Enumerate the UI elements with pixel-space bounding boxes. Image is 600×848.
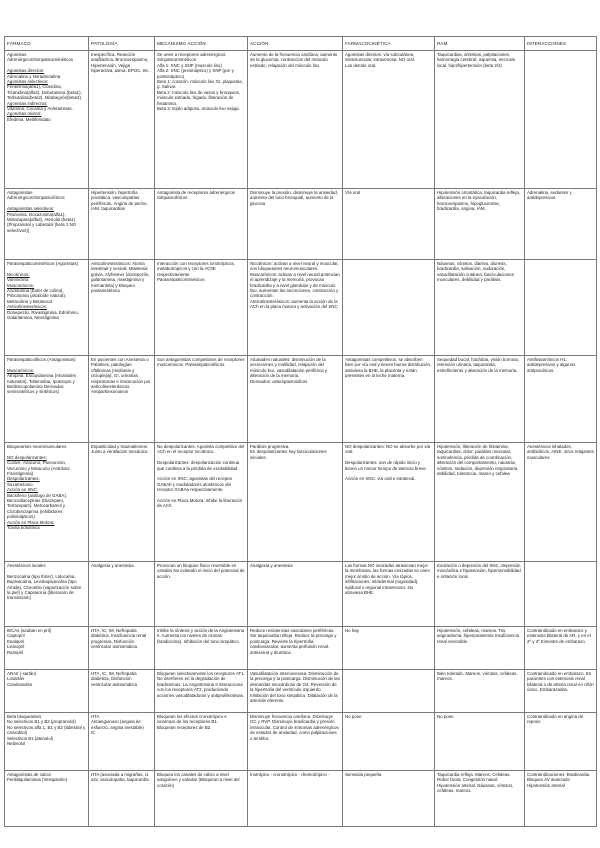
accion-cell	[248, 443, 343, 562]
interacciones-cell-text: Contraindicaciones: Bradicardia. Bloqueo AV avanzado Hipotensión arterial	[527, 772, 591, 788]
table-row	[5, 670, 597, 713]
farmacocinetica-cell	[343, 627, 435, 670]
patologia-cell	[89, 713, 155, 771]
interacciones-cell-text: Contraindicado en embarazo y estenosis bilateral de AR, y en el 2º y 3º trimestre de embarazo.	[527, 628, 591, 644]
ram-cell-text: Sequedad bucal, fotofobia, visión borrosa, retención urinaria, taquicardia, estreñimiento y alteración de la memoria.	[437, 357, 520, 373]
table-row	[5, 627, 597, 670]
drug-cell	[5, 51, 89, 189]
patologia-cell-text: HTA (asociada a migrañas, cl. asv, vasculopatía, taquicardia	[91, 772, 150, 783]
accion-cell-text: Disminuye frecuencia cardíaca. Disminuye GC y RVP. Disminuye bradicardia y presión intraocular. Control de síntomas adrenérgicos de estados de ansiedad, como palpitaciones o temblor.	[250, 714, 339, 741]
drug-line: Benzocaína (tipo Éster), Lidocaína, Bupivacaína, Levobupivacaína (tipo Amida), Cloroetilo (vaporización sobre la piel) y Capsaicina (liberación de transmisión)	[7, 573, 82, 601]
accion-cell-text: Inotrópico - cronotrópico - dromotrópico -	[250, 772, 330, 777]
farmacocinetica-cell-text: Las formas NO ionizadas atraviesan mejor la membrana, las formas ionizadas se unen mejor al sitio de acción. Vía tópica, infiltraciones, intradermal (rugosidad), epidural o regional intravenoso. No atraviesa BHE.	[345, 563, 430, 596]
drug-group-label: Agonistas selectivos:	[7, 79, 48, 85]
ram-cell-text: Taquicardias, arritmias, palpitaciones, hemorragia cerebral, isquemia, necrosis local, hipo/hipertensión (beta 2/3)	[437, 52, 516, 68]
ram-cell	[435, 443, 525, 562]
mecanismo-cell-text: Inhibe la síntesis y acción de la Angiotensina II. Aumenta los niveles de cininas (bradicinina). Inhibición del tono simpático.	[157, 628, 245, 644]
drug-line: Ramipril	[7, 649, 24, 655]
drug-line: Vareniclina	[7, 277, 29, 283]
pharmacology-table	[4, 36, 597, 827]
drug-group-label: Acción en SNC:	[7, 487, 38, 493]
drug-cell	[5, 771, 89, 827]
farmacocinetica-cell	[343, 443, 435, 562]
patologia-cell	[89, 189, 155, 260]
accion-cell-text: Disminuye la presión, disminuye la ansiedad, aumento del tono bronquial, aumento de la glucosa	[250, 190, 338, 206]
farmacocinetica-cell-text: Vía oral	[345, 190, 361, 195]
ram-cell-text: Hipotensión, cefaleas, mareos. Tos, angioedema, hiperpotasemia Insuficiencia renal reversible.	[437, 628, 520, 644]
drug-group-label: Agonistas directos:	[7, 68, 45, 74]
ram-cell	[435, 260, 525, 356]
drug-line: Selectivos B1 (atenolol)	[7, 735, 54, 741]
ram-cell-text: Hipotensión ortostática, taquicardia refleja, alteraciones en la eyaculación, broncoespasmo, hipoglucemias, bradicardia, angina, IAM,	[437, 190, 520, 212]
header-mecanismo-accion: MECANISMO ACCIÓN	[155, 37, 248, 51]
drug-cell	[5, 260, 89, 356]
pharmacology-sheet	[4, 36, 596, 827]
drug-cell	[5, 713, 89, 771]
mecanismo-cell	[155, 260, 248, 356]
drug-line: Candesartán	[7, 681, 33, 687]
accion-cell	[248, 189, 343, 260]
drug-line: Nebivolol	[7, 741, 26, 747]
drug-line: Losartán	[7, 676, 25, 682]
drug-line: Atropina, Escopolamina (Alcaloides naturales), Tolterodina, Ipratropio y Butilescopolamina Derivados semisintéticos y sintéticos)	[7, 373, 77, 395]
farmacocinetica-cell	[343, 713, 435, 771]
interacciones-cell	[525, 443, 597, 562]
table-row	[5, 51, 597, 189]
drug-group-label: Acción en Placa Motora:	[7, 519, 55, 525]
drug-group-label: Antagonistas selectivos:	[7, 206, 55, 212]
patologia-cell-text: Espasticidad y traumatismos. Junto a ventilación mecánica	[91, 444, 149, 455]
drug-group-label: Muscarínicos:	[7, 282, 35, 288]
farmacocinetica-cell-text: NO despolarizantes: NO se absorbe por vía oral. Despolarizantes: son de rápido inicio y tienen un menor tiempo de latencia breve. Acción en SNC: vía oral e intratecal.	[345, 444, 431, 482]
mecanismo-cell	[155, 562, 248, 627]
patologia-cell-text: En pacientes con Anestesia o Palativos, patologías oftálmicas (midriasis y cicloplejia), GI, urinarias, respiratorias e intoxicación por anticolinesterásicos. Antiparkinsonianos	[91, 357, 151, 395]
drug-line: Adrenalina y Noradrenalina	[7, 73, 61, 79]
drug-line: No selectivos B1 y B2 (propranolol)	[7, 719, 76, 725]
header-accion: ACCIÓN	[248, 37, 343, 51]
interacciones-cell-text: Antihistamínicos H1, antidepresivos y algunos antipsicóticos.	[527, 357, 576, 373]
accion-cell-text: Analgesia y anestesia	[250, 563, 293, 568]
drug-line: Antagonistas Adrenérgicos/Simpaticolíticos	[7, 190, 65, 201]
drug-cell	[5, 670, 89, 713]
table-row	[5, 771, 597, 827]
interacciones-cell-text: Contraindicado en angina de reposo	[527, 714, 584, 725]
drug-line: Captopril	[7, 633, 25, 639]
interacciones-cell	[525, 670, 597, 713]
table-body	[5, 51, 597, 827]
farmacocinetica-cell-text: Agonistas directos: vía subcutánea, intramuscular, intravenosa, NO oral. Los demás oral.	[345, 52, 416, 68]
header-ram: RAM	[435, 37, 525, 51]
table-row	[5, 189, 597, 260]
drug-line: Efedrina, Metilfenidato	[7, 116, 51, 122]
drug-line: Vitamina, Cocaína y Anfetaminas.	[7, 106, 73, 112]
farmacocinetica-cell-text: Semivida pequeña	[345, 772, 382, 777]
mecanismo-cell-text: Se unen a receptores adrenérgicos Simpaticomiméticos Alfa 1: SNC y SNP (musculo liso) Alfa 2: SNC (presináptico) y SNP (pre y postsináptico) Beta 1: corazón, músculo liso GI, plaquetas, g. Salivar. Beta 2: músculo liso de vasos y bronquios, músculo estriado, hígado, liberación de histamina. Beta 3: tejido adiposo, músculo liso vejiga.	[157, 52, 243, 112]
accion-cell-text: Vasodilatación arteriovenosa. Disminución de la precarga y la postcarga. Disminución de las demandas miocárdicas de O2. Reversión de la hipertrofia del ventrículo izquierdo. Inhibición del tono simpático. Dilatación de la arteriola eferente.	[250, 671, 340, 704]
patologia-cell	[89, 356, 155, 443]
drug-line: Beta bloqueantes	[7, 714, 42, 719]
ram-cell-text: No pone	[437, 714, 454, 719]
drug-group-label: Agonistas mixtos:	[7, 111, 42, 117]
ram-cell-text: Taquicardia refleja. Mareos, Cefaleas. Rubor facial, Congestión nasal. Hipotensión arterial. Náuseas, vómitos, cefaleas, mareos.	[437, 772, 514, 794]
patologia-cell-text: Hipertensión, hipertrofia prostática, vasculopatías periféricas, Angina de pecho, IAM, taquicardias	[91, 190, 148, 212]
drug-group-label: Agonistas indirectos:	[7, 100, 48, 106]
patologia-cell	[89, 51, 155, 189]
ram-cell-text: Excitación o depresión del SNC, depresión miocárdica e hipotensión, hipersensibilidad e irritación local.	[437, 563, 521, 579]
table-row	[5, 260, 597, 356]
mecanismo-cell	[155, 771, 248, 827]
interacciones-cell-text: Anestésicos inhalados, antibióticos, AINE, otros relajantes musculares.	[527, 444, 594, 460]
ram-cell	[435, 627, 525, 670]
table-row	[5, 713, 597, 771]
drug-line: IECAs (acaban en pril)	[7, 628, 52, 633]
drug-line: Acetilcolina (Éster de colina), Pilocarpina (alcaloide natural), Metacolina y Betanecol	[7, 288, 67, 304]
mecanismo-cell	[155, 713, 248, 771]
interacciones-cell	[525, 51, 597, 189]
ram-cell-text: Bien tolerado. Mareos, vómitos, cefaleas, mareos.	[437, 671, 518, 682]
patologia-cell-text: Analgesia y anestesia	[91, 563, 134, 568]
ram-cell	[435, 51, 525, 189]
table-row	[5, 562, 597, 627]
drug-cell	[5, 443, 89, 562]
ram-cell	[435, 670, 525, 713]
farmacocinetica-cell	[343, 670, 435, 713]
mecanismo-cell-text: Provocan un bloqueo físico reversible en canales Na evitando el inicio del potencial de acción.	[157, 563, 245, 579]
patologia-cell	[89, 260, 155, 356]
drug-line: Agonistas Adrenérgicos/Simpaticomiméticos	[7, 52, 74, 63]
drug-line: Bloqueantes neuromusculares	[7, 444, 67, 449]
accion-cell	[248, 260, 343, 356]
mecanismo-cell-text: Bloquean selectivamente los receptores AT1. No interfieren en la degradación de bradicininas. La Angiotensina II interacciona con los receptores AT2, produciendo acciones vasodilatadoras y antiproliferativas.	[157, 671, 245, 698]
patologia-cell-text: HTA, IC, IM, Nefropatía diabética, Insuficiencia renal progresiva, Disfunción ventricular asintomática	[91, 628, 147, 650]
mecanismo-cell-text: Son antagonistas competitivos de receptores muscarínicos. Parasimpaticolíticos	[157, 357, 245, 368]
patologia-cell	[89, 627, 155, 670]
drug-group-label: Despolarizantes:	[7, 476, 40, 482]
patologia-cell	[89, 670, 155, 713]
drug-line: Anestésicos locales	[7, 563, 46, 568]
header-patologia: PATOLOGÍA	[89, 37, 155, 51]
accion-cell	[248, 771, 343, 827]
patologia-cell	[89, 771, 155, 827]
interacciones-cell	[525, 189, 597, 260]
accion-cell-text: Parálisis progresiva. En despolarizantes hay fasciculaciones iniciales.	[250, 444, 327, 460]
drug-line: Antagonistas de calcio Fenilalquilaminas (Verapamilo)	[7, 772, 68, 783]
accion-cell-text: Aumento de la frecuencia cardíaca, aumento de la glucemia, contracción del músculo estriado, relajación del músculo liso	[250, 52, 338, 68]
patologia-cell-text: Anticolinesterásicos: Atonía intestinal y vesical, Miastenia gravis, Alzheimer (donepezilo, galantamina, rivastigmina y memantina) y Bloqueo postanestésico	[91, 261, 150, 294]
drug-cell	[5, 562, 89, 627]
accion-cell-text: Nicotínicos: activan a nivel neural y muscular, son bloqueantes neuromusculares. Muscarínicos: activan a nivel neural potencian el aprendizaje y la memoria, provocan bradicardia y a nivel glandular y de músculo liso, aumentan las secreciones, contracción y contracción. Anticolinesterásicos: aumenta la acción de la ACh en la placa motora y activación del SNC	[250, 261, 340, 310]
accion-cell	[248, 562, 343, 627]
ram-cell	[435, 189, 525, 260]
drug-group-label: NO despolarizantes:	[7, 454, 47, 460]
interacciones-cell	[525, 771, 597, 827]
table-row	[5, 443, 597, 562]
patologia-cell-text: HTA, IC, IM, Nefropatía diabética, Disfunción ventricular asintomática	[91, 671, 138, 687]
accion-cell-text: Alcaloides naturales: disminución de la secreciones y motilidad, relajación del músculo liso, vasodilatación periférica y alteración de la memoria. Derivados: antiespasmódicos	[250, 357, 328, 384]
mecanismo-cell	[155, 356, 248, 443]
accion-cell	[248, 670, 343, 713]
ram-cell	[435, 713, 525, 771]
mecanismo-cell	[155, 670, 248, 713]
farmacocinetica-cell	[343, 562, 435, 627]
drug-line: No selectivos alfa 1, B1 y B2 (labetalol y carvedilol)	[7, 724, 86, 736]
mecanismo-cell	[155, 51, 248, 189]
interacciones-cell	[525, 562, 597, 627]
farmacocinetica-cell-text: No pone	[345, 714, 362, 719]
mecanismo-cell-text: Bloquean los efectos cronotrópico e ionotropo de los receptores B1. Bloquean receptores de B2.	[157, 714, 227, 730]
drug-cell	[5, 356, 89, 443]
farmacocinetica-cell	[343, 260, 435, 356]
interacciones-cell-text: Adrenalina, sedantes y antidepresivos.	[527, 190, 572, 201]
interacciones-cell	[525, 713, 597, 771]
drug-line: Parasimpaticomiméticos (Agonistas)	[7, 261, 79, 266]
farmacocinetica-cell-text: Antagonistas competitivos, se absorben bien por vía oral y tienen buena distribución, atraviesa la BHE, la placenta y están presentes en la leche materna.	[345, 357, 432, 379]
interacciones-cell	[525, 627, 597, 670]
accion-cell	[248, 627, 343, 670]
accion-cell	[248, 713, 343, 771]
header-farmacocinetica: FARMACOCINÉTICA	[343, 37, 435, 51]
interacciones-cell-text: Contraindicado en embarazo. En pacientes con estenosis renal bilateral o de arteria renal en riñón único. Embarazadas.	[527, 671, 594, 693]
drug-line: ARAII (-sartán)	[7, 671, 37, 676]
drug-line: Baclofeno (análogo de GABA), Benzodiacepinas (Diazepam, Tetrazepam), Metocarbamol y Ciclobenzaprina (inhibidores polisinápticos)	[7, 492, 68, 520]
drug-line: Curare, Atracurio, Pancuronio, Vecuronio y Mivacurio (Antídoto: Fisostigmina)	[7, 460, 71, 477]
ram-cell	[435, 562, 525, 627]
mecanismo-cell-text: No despolarizantes: Agonista competitivo del ACh en el receptor nicotínico. Despolarizantes: despolarización continua que conlleva a la pérdida de excitabilidad Acción en SNC: agonistas del receptor GABAb y moduladores alostéricos del receptor GABAa respectivamente. Acción en Placa Motora: inhibe la liberación de ACh.	[157, 444, 245, 509]
ram-cell-text: Hipotensión, liberación de histamina, taquicardias, dolor, parálisis muscular, somnolencia, pérdida de coordinación, alteración del comportamiento, náuseas, vómitos, sedación, depresión respiratoria, debilidad, tolerancia, mareo y cefalea	[437, 444, 519, 477]
patologia-cell	[89, 562, 155, 627]
drug-line: Donepezilo, Rivastigmina, Edrofonio, Galantamina, Neostigmina	[7, 309, 79, 321]
accion-cell	[248, 356, 343, 443]
drug-cell	[5, 627, 89, 670]
mecanismo-cell	[155, 189, 248, 260]
drug-cell	[5, 189, 89, 260]
drug-line: Fenilefrina(alfa1), Clonidina, Tizanidina(alfa2), Dobutamina (beta1), Terbutalina(beta2), Mirabegrón(beta3)	[7, 84, 82, 101]
patologia-cell-text: HTA Antiangionoso (angina de esfuerzo, angina inestable) IC	[91, 714, 144, 736]
farmacocinetica-cell	[343, 51, 435, 189]
interacciones-cell	[525, 356, 597, 443]
farmacocinetica-cell-text: No hay	[345, 628, 359, 633]
drug-group-label: Nicotínicos:	[7, 271, 30, 277]
interacciones-cell	[525, 260, 597, 356]
patologia-cell-text: Inespecífica. Reacción anafiláctica, Broncoespasmo, Hipertensión, Vejiga hiperactiva, asma, EPOC, etc.	[91, 52, 150, 74]
mecanismo-cell	[155, 627, 248, 670]
drug-line: Suxametonio	[7, 481, 33, 487]
drug-line: Toxina botulínica	[7, 525, 40, 531]
drug-line: Enalapril	[7, 638, 25, 644]
mecanismo-cell	[155, 443, 248, 562]
farmacocinetica-cell	[343, 189, 435, 260]
mecanismo-cell-text: Bloquea los canales de calcio a nivel sanguíneo y valvular (Bloquean a nivel del corazón)	[157, 772, 240, 788]
header-interacciones: INTERACCIONES	[525, 37, 597, 51]
mecanismo-cell-text: Antagonista de receptores adrenérgicos Simpaticolíticos	[157, 190, 235, 201]
farmacocinetica-cell	[343, 356, 435, 443]
table-row	[5, 356, 597, 443]
header-farmaco: FÁRMACO	[5, 37, 89, 51]
drug-group-label: Anticolinesterásicos:	[7, 304, 48, 310]
ram-cell-text: Náuseas, vómitos, diarrea, diuresis, bradicardia, salivación, sudoración, vasodilatación cutánea, fasciculaciones musculares, debilidad y parálisis.	[437, 261, 514, 283]
drug-group-label: Muscarínicos:	[7, 367, 35, 373]
drug-line: Prazosina, Doxazosina(alfa1), Mirtazapina(alfa2), Atenolol (beta1) (Propranolol y Labetalol (beta 1 NO selectivos)]	[7, 211, 77, 233]
accion-cell	[248, 51, 343, 189]
ram-cell	[435, 356, 525, 443]
drug-line: Lisinopril	[7, 644, 25, 650]
patologia-cell	[89, 443, 155, 562]
accion-cell-text: Reduce resistencias vasculares periféricas. Sin taquicardia refleja. Reduce la precarga y postcarga. Revierte la hipertrofia cardiovascular, aumenta perfusión renal. antirenina y diurética.	[250, 628, 337, 655]
ram-cell	[435, 771, 525, 827]
drug-line: Parasimpaticolíticos (Antagonistas)	[7, 357, 76, 362]
farmacocinetica-cell	[343, 771, 435, 827]
mecanismo-cell-text: Interacción con receptores ionotrópicos, metabotrópicos y con la AChE respectivamente. Parasimpaticomiméticos	[157, 261, 235, 283]
table-header-row	[5, 37, 597, 51]
